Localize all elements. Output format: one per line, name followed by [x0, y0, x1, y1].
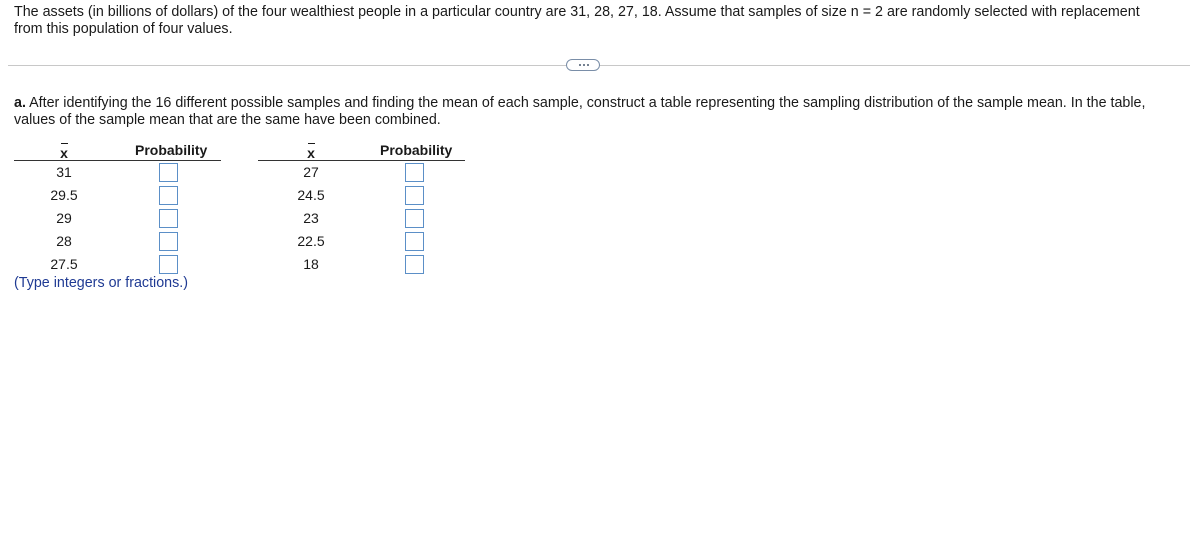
part-a-label: a.	[14, 95, 26, 111]
x-bar-value: 22.5	[297, 233, 325, 249]
probability-input[interactable]	[405, 186, 424, 205]
probability-input[interactable]	[159, 163, 178, 182]
more-dot-icon	[583, 64, 585, 66]
table-row	[258, 161, 465, 184]
table-row	[14, 253, 221, 276]
part-a-text: After identifying the 16 different possible samples and finding the mean of each sample, construct a table representing the sampling distribution of the sample mean. In the table, values of the sample mean that are the same have been combined.	[14, 95, 1146, 128]
table-row	[14, 184, 221, 207]
table-row	[14, 230, 221, 253]
x-bar-value: 29	[56, 210, 72, 226]
more-dot-icon	[579, 64, 581, 66]
probability-input[interactable]	[405, 163, 424, 182]
probability-input[interactable]	[159, 186, 178, 205]
x-bar-value: 24.5	[297, 187, 325, 203]
probability-header: Probability	[380, 142, 453, 158]
table-header	[258, 141, 465, 161]
table-row	[258, 207, 465, 230]
probability-input[interactable]	[405, 209, 424, 228]
table-row	[258, 230, 465, 253]
sampling-table-right	[258, 141, 465, 276]
x-bar-label: x	[307, 145, 315, 161]
probability-input[interactable]	[405, 255, 424, 274]
x-bar-header	[54, 143, 74, 161]
part-a-question	[14, 95, 1174, 129]
table-header	[14, 141, 221, 161]
table-row	[258, 253, 465, 276]
x-bar-overline	[61, 143, 68, 144]
x-bar-value: 29.5	[50, 187, 78, 203]
x-bar-value: 27.5	[50, 256, 78, 272]
probability-header: Probability	[135, 142, 208, 158]
problem-statement: The assets (in billions of dollars) of the four wealthiest people in a particular country are 31, 28, 27, 18. Assume that samples of size n = 2 are randomly selected with replacement from this population of four values.	[14, 4, 1140, 37]
x-bar-header	[301, 143, 321, 161]
sampling-table-left	[14, 141, 221, 276]
answer-format-hint: (Type integers or fractions.)	[14, 275, 189, 291]
x-bar-value: 31	[56, 164, 72, 180]
table-row	[14, 161, 221, 184]
probability-input[interactable]	[159, 255, 178, 274]
x-bar-value: 23	[303, 210, 319, 226]
x-bar-value: 18	[303, 256, 319, 272]
x-bar-value: 28	[56, 233, 72, 249]
more-dot-icon	[587, 64, 589, 66]
probability-input[interactable]	[159, 209, 178, 228]
x-bar-label: x	[60, 145, 68, 161]
probability-input[interactable]	[159, 232, 178, 251]
probability-input[interactable]	[405, 232, 424, 251]
table-row	[258, 184, 465, 207]
x-bar-value: 27	[303, 164, 319, 180]
more-options-button[interactable]	[566, 59, 600, 71]
x-bar-overline	[308, 143, 315, 144]
table-row	[14, 207, 221, 230]
